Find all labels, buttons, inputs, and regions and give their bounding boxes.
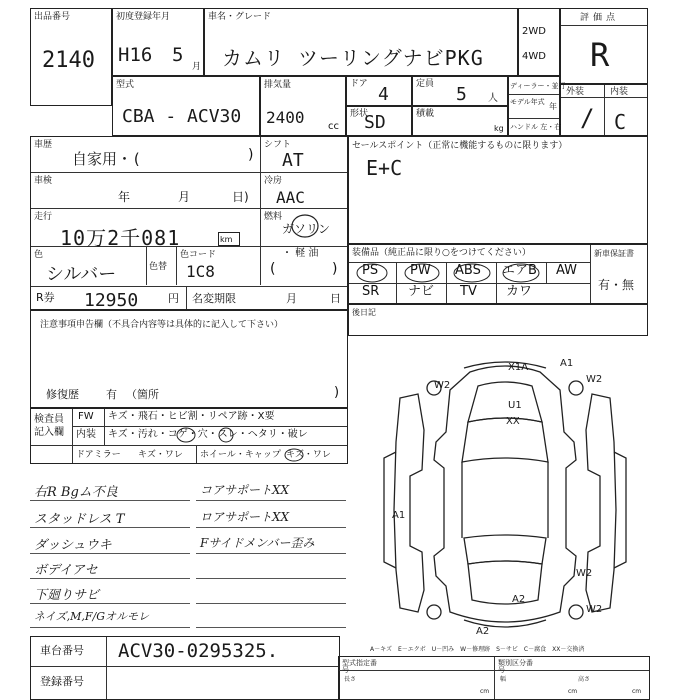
handle-label: ハンドル 左・右 [510, 123, 562, 131]
comment-left-3: ダッシュウキ [34, 538, 112, 553]
comment-left-6: ネイズ,M,F/Gオルモレ [34, 610, 150, 623]
damage-legend: A－キズ E－エクボ U－凹み W－修理跡 S－サビ C－腐食 XX－交換済 [370, 646, 585, 653]
load-label: 積載 [416, 109, 435, 119]
fw-label: FW [78, 411, 94, 422]
color-code-label: 色コード [180, 250, 217, 260]
recycle-value: 12950 [84, 290, 139, 311]
equip-sr: SR [362, 284, 380, 299]
mileage-value: 10万2千081 [60, 226, 181, 250]
repair-place: （箇所 [126, 388, 159, 401]
length-label: 長さ [344, 676, 357, 683]
shaken-month: 月 [178, 190, 191, 204]
model-type-label: 型式 [116, 80, 135, 90]
equip-abs: ABS [455, 263, 481, 278]
length-cm: cm [480, 688, 490, 695]
comment-left-4: ボデイアセ [34, 563, 98, 578]
shaken-year: 年 [118, 190, 131, 204]
inspector-interior-items: キズ・汚れ・コゲ・穴・スレ・ヘタリ・破レ [108, 429, 308, 440]
ac-label: 冷房 [264, 176, 283, 186]
mileage-unit: km [220, 235, 233, 244]
equipment-circles [352, 262, 592, 284]
lot-number-label: 出品番号 [34, 12, 71, 22]
model-year-unit: 年 [549, 102, 557, 111]
capacity-value: 5 [456, 84, 467, 105]
comment-left-2: スタッドレス T [34, 512, 125, 527]
mark-left-side: A1 [392, 510, 406, 521]
mark-front-right-wheel: W2 [586, 374, 603, 385]
shape-label: 形状 [350, 109, 369, 119]
afterwards-label: 後日記 [352, 308, 376, 317]
equip-pw: PW [410, 263, 431, 278]
comment-left-5: 下廻りサビ [34, 588, 100, 603]
sales-point-cell [348, 136, 648, 244]
exterior-value: / [580, 104, 595, 132]
comment-right-1: コアサポートXX [200, 483, 290, 497]
color-value: シルバー [46, 264, 117, 285]
mileage-label: 走行 [34, 212, 53, 222]
sales-point-label: セールスポイント（正常に機能するものに限ります） [352, 141, 568, 151]
wheel-label: ホイール・キャップ [200, 450, 281, 460]
comment-right-3: Fサイドメンバー歪み [200, 536, 315, 550]
height-cm: cm [632, 688, 642, 695]
displacement-label: 排気量 [264, 80, 292, 90]
type-designation-label: 型式指定番号 [342, 659, 377, 674]
warranty-month: 月 [286, 292, 297, 305]
recycle-label: R券 [36, 291, 55, 304]
registration-label: 初度登録年月 [116, 12, 171, 22]
equip-airbag: エアB [502, 263, 537, 278]
equip-tv: TV [460, 284, 477, 299]
capacity-unit: 人 [488, 93, 498, 104]
doors-value: 4 [378, 84, 389, 105]
new-warranty-value: 有・無 [598, 278, 635, 292]
lot-number-value: 2140 [42, 48, 95, 73]
drive-cell [518, 8, 560, 76]
car-name-value: カムリ ツーリングナビPKG [222, 46, 484, 70]
drive-2wd: 2WD [522, 26, 546, 37]
warranty-day: 日 [330, 292, 341, 305]
registration-year: H16 [118, 44, 153, 66]
car-damage-diagram [360, 350, 650, 640]
vehicle-use-label: 車歴 [34, 140, 53, 150]
auction-sheet: 出品番号 2140 初度登録年月 H16 5 月 車名・グレード カムリ ツーリングナビPKG 2WD 4WD 評価点 R 外装 内装 / C 型式 CBA - ACV30 排気量 2400 cc ドア 4 定員 5 人 形状 SD 積載 kg ディーラー・並行 モデル年式 年 ハンドル 左・右 車歴 自家用・( ) シフト AT 車検 年 月 日) 冷房 AAC 走行 10万2千081 km 燃料 ガソリン ・ 軽 油 色 シルバー 色替 色コード 1C8 ( ) R券 12950 円 名変期限 月 日 セールスポイント（正常に機能するものに限ります） E+C 装備品（純正品に限り○をつけてください） 新車保証書 有・無 PS PW ABS エアB AW SR ナビ TV カワ 後日記 注意事項申告欄（不具合内容等は具体的に記入して下さい） 修復歴 有 （箇所 ) 検査員記入欄 FW キズ・飛石・ヒビ割・リペア跡・X要 内装 キズ・汚れ・コゲ・穴・スレ・ヘタリ・破レ ドアミラー キズ・ワレ ホイール・キャップ キズ・ワレ 右R Bgム不良 スタッドレス T ダッシュウキ ボデイアセ 下廻りサビ ネイズ,M,F/Gオルモレ コアサポートXX ロアサポートXX Fサイドメンバー歪み X1A A1 W2 W2 U1 XX A1 W2 A2 A2 W2 A－キズ E－エクボ U－凹み W－修理跡 S－サビ C－腐食 XX－交換済 車台番号 ACV30-0295325. 登録番号 型式指定番号 類別区分番号 長さ cm 幅 cm 高さ cm [0, 0, 700, 700]
fuel-value: ガソリン [282, 222, 331, 236]
notes-label: 注意事項申告欄（不具合内容等は具体的に記入して下さい） [40, 320, 284, 330]
comment-left-1: 右R Bgム不良 [34, 485, 118, 500]
equip-aw: AW [556, 263, 578, 278]
vehicle-use-value: 自家用・( [72, 150, 142, 168]
chassis-value: ACV30-0295325. [118, 640, 279, 662]
mark-rear-right-wheel: W2 [586, 604, 603, 615]
width-cm: cm [568, 688, 578, 695]
color-label: 色 [34, 250, 44, 260]
model-type-value: CBA - ACV30 [122, 106, 242, 127]
repair-value: 有 [106, 388, 117, 401]
grade-value: R [590, 36, 610, 74]
class-number-label: 類別区分番号 [498, 659, 533, 674]
model-year-label: モデル年式 [510, 98, 545, 106]
load-unit: kg [494, 124, 504, 133]
color-code-value: 1C8 [186, 262, 215, 281]
sales-point-value: E+C [366, 156, 403, 180]
shaken-day: 日) [232, 190, 249, 204]
mark-front-left-wheel: W2 [434, 380, 451, 391]
comment-right-2: ロアサポートXX [200, 510, 290, 524]
mark-hood: U1 [508, 400, 522, 411]
displacement-value: 2400 [266, 108, 305, 127]
afterwards-cell [348, 304, 648, 336]
capacity-label: 定員 [416, 79, 435, 89]
fuel-light-oil: ・ 軽 油 [282, 248, 319, 259]
equip-leather: カワ [506, 284, 533, 299]
equip-ps: PS [362, 263, 379, 278]
fw-items: キズ・飛石・ヒビ割・リペア跡・X要 [108, 411, 275, 422]
interior-value: C [614, 110, 627, 134]
repair-label: 修復歴 [46, 388, 79, 401]
color-change-label: 色替 [149, 262, 168, 272]
new-warranty-label: 新車保証書 [594, 249, 634, 258]
grade-label: 評価点 [580, 13, 620, 23]
inspector-label: 検査員記入欄 [34, 414, 64, 438]
exterior-label: 外装 [566, 87, 585, 97]
mark-hood-xx: XX [506, 416, 520, 427]
fuel-circle-mark [290, 212, 320, 240]
car-name-label: 車名・グレード [208, 12, 272, 22]
repair-close: ) [334, 385, 340, 400]
width-label: 幅 [500, 676, 507, 683]
doors-label: ドア [350, 79, 368, 89]
mirror-label: ドアミラー [76, 450, 121, 460]
inspector-circles [170, 426, 350, 464]
shift-value: AT [282, 150, 304, 171]
mark-front-bumper: X1A [508, 362, 529, 373]
registration-month: 5 [172, 44, 184, 66]
interior-label: 内装 [610, 87, 629, 97]
fuel-label: 燃料 [264, 212, 283, 222]
recycle-unit: 円 [168, 292, 179, 305]
equipment-label: 装備品（純正品に限り○をつけてください） [352, 248, 531, 258]
mirror-items: キズ・ワレ [138, 450, 183, 460]
displacement-unit: cc [328, 121, 339, 132]
ac-value: AAC [276, 188, 305, 207]
warranty-label: 名変期限 [192, 292, 236, 305]
equip-navi: ナビ [408, 284, 435, 299]
inspector-interior-label: 内装 [76, 429, 96, 440]
height-label: 高さ [578, 676, 591, 683]
drive-4wd: 4WD [522, 51, 546, 62]
shape-value: SD [364, 112, 386, 133]
dealer-label: ディーラー・並行 [510, 82, 566, 90]
registration-number-label: 登録番号 [40, 675, 84, 688]
vehicle-use-close: ) [248, 147, 254, 163]
registration-month-unit: 月 [192, 62, 202, 72]
chassis-label: 車台番号 [40, 644, 84, 657]
mark-right-rear: W2 [576, 568, 593, 579]
mark-front-right: A1 [560, 358, 574, 369]
mark-rear-bumper: A2 [476, 626, 490, 637]
shaken-label: 車検 [34, 176, 53, 186]
mark-trunk: A2 [512, 594, 526, 605]
shift-label: シフト [264, 140, 292, 150]
wheel-items: キズ・ワレ [286, 450, 331, 460]
